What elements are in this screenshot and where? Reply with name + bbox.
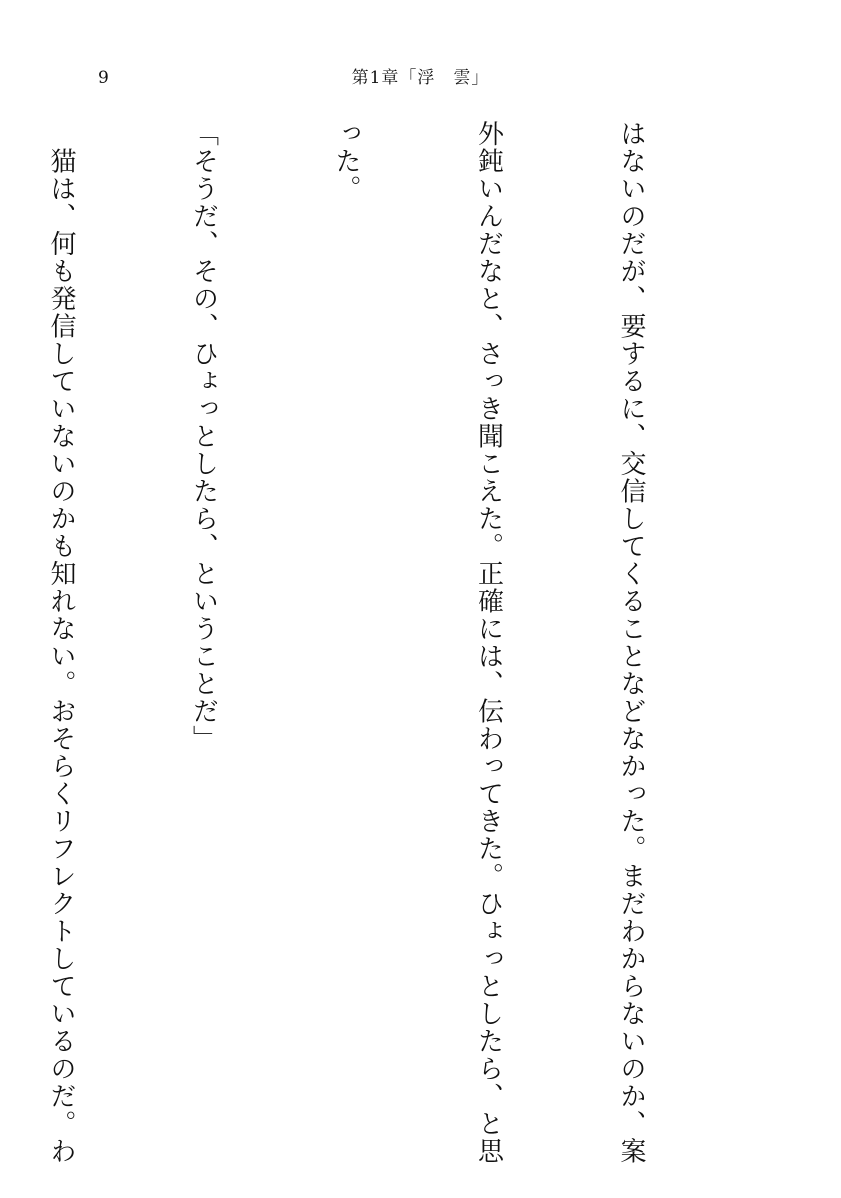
text-line: 「そうだ、その、ひょっとしたら、ということだ」 xyxy=(188,120,219,753)
body-text xyxy=(0,120,749,1165)
running-header-title: 第1章「浮 雲」 xyxy=(351,68,490,88)
text-line: 猫は、何も発信していないのかも知れない。おそらくリフレクトしているのだ。わ xyxy=(46,120,76,1165)
page-number: 9 xyxy=(98,68,109,88)
text-line: った。 xyxy=(331,120,361,203)
text-line: はないのだが、要するに、交信してくることなどなかった。まだわからないのか、案 xyxy=(616,120,646,1165)
text-line: 外鈍いんだなと、さっき聞こえた。正確には、伝わってきた。ひょっとしたら、と思 xyxy=(473,120,504,1165)
